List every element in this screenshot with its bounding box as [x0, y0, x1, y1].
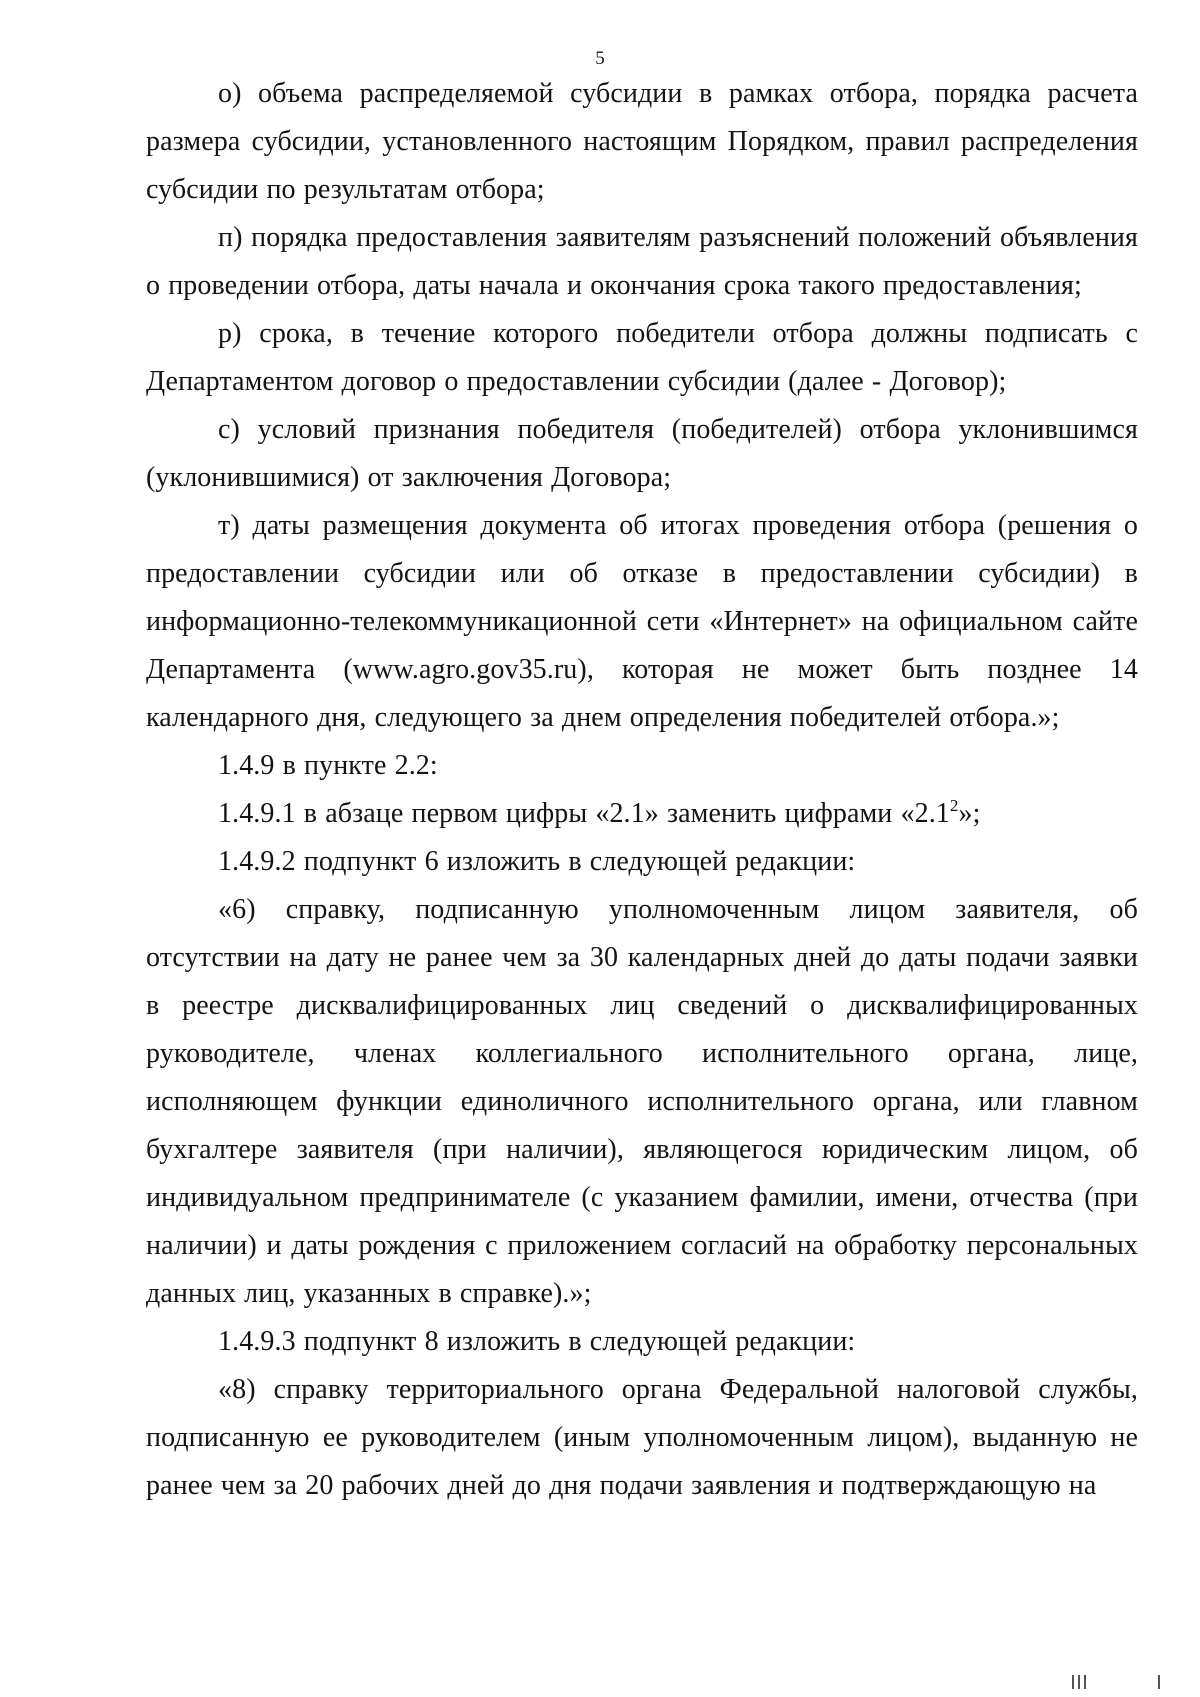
page-number: 5 [595, 48, 605, 69]
paragraph-item-r: р) срока, в течение которого победители отбора должны подписать с Департаментом договор о предоставлении субсидии (далее - Договор); [146, 318, 1138, 397]
paragraph-1-4-9-1-tail: »; [958, 798, 981, 829]
paragraph-item-p: п) порядка предоставления заявителям разъяснений положений объявления о проведении отбора, даты начала и окончания срока такого предоставления; [146, 222, 1138, 301]
scan-mark [1084, 1675, 1086, 1689]
document-body [146, 70, 1138, 1510]
paragraph-item-o: о) объема распределяемой субсидии в рамках отбора, порядка расчета размера субсидии, установленного настоящим Порядком, правил распределения субсидии по результатам отбора; [146, 78, 1138, 205]
paragraph-quote-6: «6) справку, подписанную уполномоченным лицом заявителя, об отсутствии на дату не ранее чем за 30 календарных дней до даты подачи заявки в реестре дисквалифицированных лиц сведений о дисквалифицированных руководителе, членах коллегиального исполнительного органа, лице, исполняющем функции единоличного исполнительного органа, или главном бухгалтере заявителя (при наличии), являющегося юридическим лицом, об индивидуальном предпринимателе (с указанием фамилии, имени, отчества (при наличии) и даты рождения с приложением согласий на обработку персональных данных лиц, указанных в справке).»; [146, 894, 1138, 1309]
scan-mark [1072, 1675, 1074, 1689]
scan-mark [1158, 1675, 1160, 1689]
superscript: 2 [949, 796, 959, 815]
paragraph-1-4-9-1 [146, 790, 1138, 838]
paragraph-1-4-9: 1.4.9 в пункте 2.2: [218, 750, 438, 781]
paragraph-1-4-9-3: 1.4.9.3 подпункт 8 изложить в следующей редакции: [218, 1326, 856, 1357]
paragraph-item-t: т) даты размещения документа об итогах проведения отбора (решения о предоставлении субсидии или об отказе в предоставлении субсидии) в информационно-телекоммуникационной сети «Интернет» на официальном сайте Департамента (www.agro.gov35.ru), которая не может быть позднее 14 календарного дня, следующего за днем определения победителей отбора.»; [146, 510, 1138, 733]
paragraph-1-4-9-1-text: 1.4.9.1 в абзаце первом цифры «2.1» заменить цифрами «2.1 [218, 798, 950, 829]
paragraph-1-4-9-2: 1.4.9.2 подпункт 6 изложить в следующей редакции: [218, 846, 856, 877]
paragraph-item-s: с) условий признания победителя (победителей) отбора уклонившимся (уклонившимися) от заключения Договора; [146, 414, 1138, 493]
paragraph-quote-8: «8) справку территориального органа Федеральной налоговой службы, подписанную ее руководителем (иным уполномоченным лицом), выданную не ранее чем за 20 рабочих дней до дня подачи заявления и подтверждающую на [146, 1374, 1138, 1501]
scan-mark [1078, 1675, 1080, 1689]
